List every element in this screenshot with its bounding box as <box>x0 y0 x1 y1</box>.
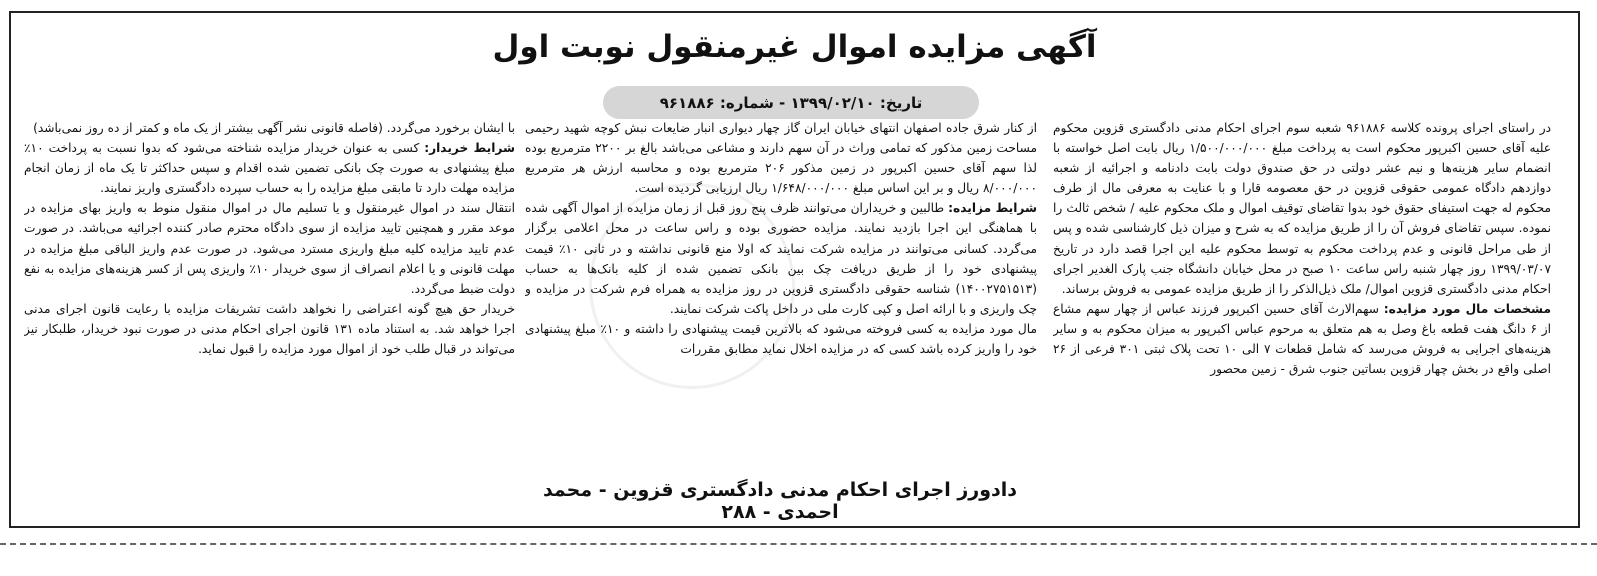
buyer-terms-text: کسی به عنوان خریدار مزایده شناخته می‌شود که بدوا نسبت به پرداخت ۱۰٪ مبلغ پیشنهادی به صورت چک بانکی تضمین شده اقدام و سپس حداکثر تا یک ماه از زمان انجام مزایده مهلت دارد تا مابقی مبلغ مزایده را به حساب سپرده دادگستری واریز نمایند. <box>24 141 515 196</box>
column-middle <box>525 118 1037 468</box>
notice-title: آگهی مزایده اموال غیرمنقول نوبت اول <box>492 29 1097 65</box>
auction-terms-paragraph <box>525 198 1037 319</box>
date-number-badge <box>603 86 979 119</box>
auction-terms-label: شرایط مزایده: <box>948 201 1037 216</box>
buyer-terms-paragraph <box>24 138 515 198</box>
publication-interval-paragraph: با ایشان برخورد می‌گردد. (فاصله قانونی نشر آگهی بیشتر از یک ماه و کمتر از ده روز نمی‌باشد) <box>33 121 515 135</box>
auction-terms-text: طالبین و خریداران می‌توانند ظرف پنج روز قبل از زمان مزایده از اموال آگهی شده با هماهنگی این اجرا بازدید نمایند. مزایده حضوری بوده و راس ساعت در محل اعلامی برگزار می‌گردد. کسانی می‌توانند در مزایده شرکت نمایند که اولا منع قانونی نداشته و در ثانی ۱۰٪ قیمت پیشنهادی خود را از طریق دریافت چک بین بانکی تضمین شده از کلیه بانک‌ها به حساب (۱۴۰۰۲۷۵۱۵۱۳) شناسه حقوقی دادگستری قزوین در روز مزایده به همراه فرم شرکت در مزایده و چک واریزی و با ارائه اصل و کپی کارت ملی در داخل پاکت شرکت نمایند. <box>525 201 1037 316</box>
sale-condition-paragraph: مال مورد مزایده به کسی فروخته می‌شود که بالاترین قیمت پیشنهادی را داشته و ۱۰٪ مبلغ پیشنهادی خود را واریز کرده باشد کسی که در مزایده اخلال نماید مطابق مقررات <box>525 321 1037 357</box>
property-specs-text: سهم‌الارث آقای حسین اکبرپور فرزند عباس از چهار سهم مشاع از ۶ دانگ هفت قطعه باغ وصل به هم متعلق به مرحوم عباس اکبرپور به میزان محکوم به و سایر هزینه‌های اجرایی به فروش می‌رسد که شامل قطعات ۷ الی ۱۰ تحت پلاک ثبتی ۳۰۱ فرعی از ۲۶ اصلی واقع در بخش چهار قزوین بساتین جنوب شرق - زمین محصور <box>1053 301 1551 377</box>
cut-line-divider <box>0 543 1597 545</box>
buyer-terms-label: شرایط خریدار: <box>424 141 515 156</box>
case-intro-paragraph: در راستای اجرای پرونده کلاسه ۹۶۱۸۸۶ شعبه سوم اجرای احکام مدنی دادگستری قزوین محکوم علیه آقای حسین اکبرپور محکوم است به پرداخت مبلغ ۱/۵۰۰/۰۰۰/۰۰۰ ریال بابت اصل خواسته با انضمام سایر هزینه‌ها و نیم عشر دولتی در حق صندوق دولت بابت دادنامه و اجرائیه از شعبه دوازدهم دادگاه عمومی حقوقی قزوین در حق معصومه قارا و با عنایت به معرفی مال از طرف محکوم له جهت استیفای حقوق خود بدوا تقاضای توقیف اموال و ملک محکوم علیه / شخص ثالث را نموده. سپس تقاضای فروش آن را از طریق مزایده که به شرح و میزان ذیل کارشناسی شده و پس از طی مراحل قانونی و عدم پرداخت محکوم به توسط محکوم علیه این اجرا قصد دارد در تاریخ ۱۳۹۹/۰۳/۰۷ روز چهار شنبه راس ساعت ۱۰ صبح در محل خیابان دانشگاه جنب پارک الغدیر اجرای احکام مدنی دادگستری قزوین اموال/ ملک ذیل‌الذکر را از طریق مزایده عمومی به فروش برساند. <box>1053 121 1551 296</box>
deed-transfer-paragraph: انتقال سند در اموال غیرمنقول و یا تسلیم مال در اموال منقول منوط به واریز بهای مزایده در موعد مقرر و همچنین تایید مزایده از سوی دادگاه محترم صادر کننده اجرائیه می‌باشد. در صورت عدم تایید مزایده کلیه مبلغ واریزی مسترد می‌شود. در صورت عدم واریز الباقی مبلغ مزایده در مهلت قانونی و یا اعلام انصراف از سوی خریدار ۱۰٪ واریزی پس از کسر هزینه‌های مزایده به نفع دولت ضبط می‌گردد. <box>24 201 515 296</box>
signature-line: دادورز اجرای احکام مدنی دادگستری قزوین - محمد احمدی - ۲۸۸ <box>542 479 1018 523</box>
property-specs-label: مشخصات مال مورد مزایده: <box>1383 301 1551 316</box>
column-left <box>24 118 515 468</box>
property-specs-paragraph <box>1053 299 1551 379</box>
objection-paragraph: خریدار حق هیچ گونه اعتراضی را نخواهد داشت تشریفات مزایده با رعایت قانون اجرای مدنی اجرا خواهد شد. به استناد ماده ۱۳۱ قانون اجرای احکام مدنی در صورت نبود خریدار، طلبکار نیز می‌تواند در قبال طلب خود از اموال مورد مزایده را قبول نماید. <box>24 301 515 357</box>
date-line: تاریخ: ۱۳۹۹/۰۲/۱۰ - شماره: ۹۶۱۸۸۶ <box>659 93 923 112</box>
land-description-paragraph: از کنار شرق جاده اصفهان انتهای خیابان ایران گاز چهار دیواری انبار ضایعات نبش کوچه شهید رحیمی مساحت زمین مذکور که تمامی وراث در آن سهم دارند و مشاعی می‌باشد بالغ بر ۲۲۰۰ مترمربع بوده لذا سهم آقای حسین اکبرپور در زمین مذکور ۲۰۶ مترمربع بوده و محاسبه ارزش هر مترمربع ۸/۰۰۰/۰۰۰ ریال و بر این اساس مبلغ ۱/۶۴۸/۰۰۰/۰۰۰ ریال ارزیابی گردیده است. <box>525 121 1037 196</box>
column-right <box>1053 118 1551 468</box>
